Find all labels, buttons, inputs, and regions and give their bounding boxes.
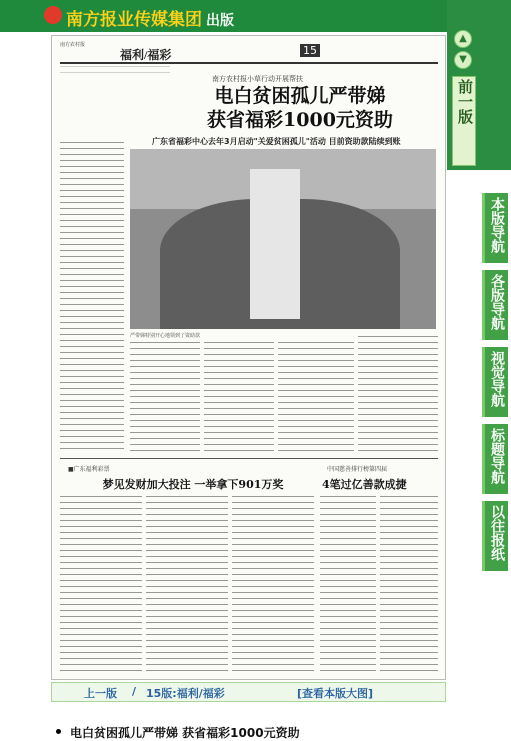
paper-section: 福利/福彩 (120, 48, 172, 62)
current-page-link[interactable]: 15版:福利/福彩 (146, 687, 225, 700)
menu-label: 视觉导航 (489, 351, 504, 407)
text-column (380, 496, 438, 676)
prev-page-button[interactable] (452, 76, 476, 166)
text-column (232, 496, 314, 676)
paper-page-number: 15 (300, 44, 320, 57)
text-column (60, 142, 124, 452)
article-photo[interactable] (130, 149, 436, 329)
article-list-item[interactable]: 电白贫困孤儿严带娣 获省福彩1000元资助 (70, 726, 300, 740)
right-kicker: 中国慈善排行榜第四届 (327, 466, 388, 473)
menu-label: 各版导航 (489, 274, 504, 330)
menu-title-nav[interactable] (482, 424, 508, 494)
right-headline[interactable]: 4笔过亿善款成捷 (322, 478, 407, 491)
bullet-icon (56, 729, 61, 734)
page-footer-nav (51, 682, 446, 702)
menu-all-pages[interactable] (482, 270, 508, 340)
mid-headline[interactable]: 梦见发财加大投注 一举拿下901万奖 (102, 478, 284, 491)
menu-visual-nav[interactable] (482, 347, 508, 417)
prev-page-link[interactable]: 上一版 (84, 687, 117, 700)
up-arrow-icon[interactable]: ▲ (454, 30, 472, 48)
paper-masthead: 南方农村报 (60, 42, 86, 48)
text-column (320, 496, 376, 676)
paper-header (60, 42, 438, 64)
menu-archive[interactable] (482, 501, 508, 571)
article-subhead: 广东省福彩中心去年3月启动"关爱贫困孤儿"活动 目前资助款陆续到账 (152, 137, 401, 146)
article-headline[interactable] (180, 84, 420, 132)
slash-separator: / (132, 685, 137, 698)
headline-line-1: 电白贫困孤儿严带娣 (214, 85, 386, 107)
newspaper-page-image[interactable] (51, 35, 446, 680)
site-header (0, 0, 511, 32)
brand-name: 南方报业传媒集团 (66, 10, 202, 29)
brand-logo-text (66, 5, 234, 30)
prev-page-label: 前一版 (456, 79, 472, 124)
menu-page-nav[interactable] (482, 193, 508, 263)
text-column (278, 342, 354, 454)
menu-label: 以往报纸 (489, 505, 504, 561)
text-column (60, 496, 142, 676)
view-large-link[interactable]: [查看本版大图] (297, 687, 374, 700)
brand-logo-icon (44, 6, 62, 24)
text-column (60, 66, 170, 74)
headline-line-2: 获省福彩1000元资助 (207, 109, 393, 131)
menu-label: 本版导航 (489, 197, 504, 253)
section-divider (60, 458, 438, 459)
menu-label: 标题导航 (489, 428, 504, 484)
down-arrow-icon[interactable]: ▼ (454, 51, 472, 69)
photo-caption: 严带娣特别开心地领到了资助款 (130, 333, 201, 339)
article-kicker: 南方农村报小草行动开展帮扶 (212, 75, 303, 83)
text-column (204, 342, 274, 454)
mid-kicker: ■广东福利彩票 (68, 466, 110, 473)
brand-subtitle: 出版 (206, 14, 234, 29)
text-column (146, 496, 228, 676)
text-column (358, 336, 438, 454)
text-column (130, 342, 200, 454)
